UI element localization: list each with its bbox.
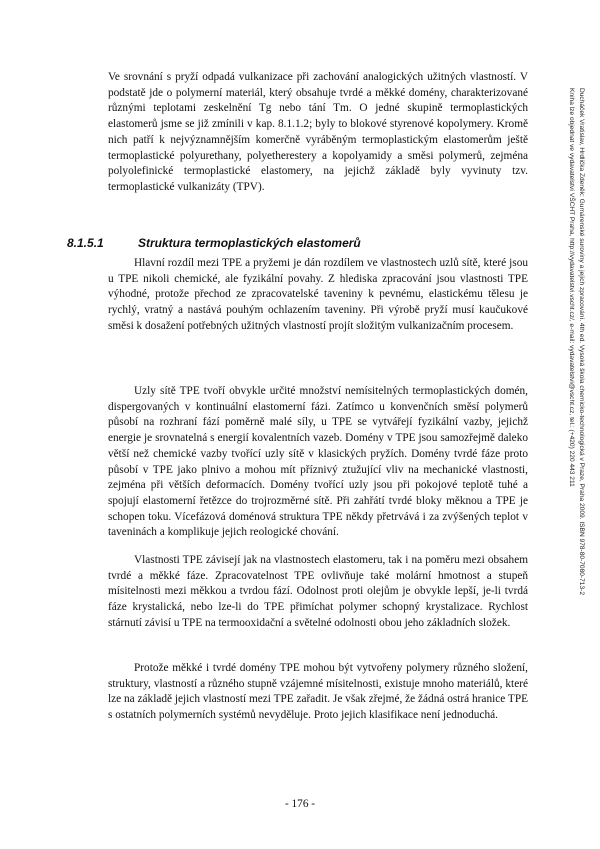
paragraph-1-block [108, 256, 528, 335]
intro-paragraph: Ve srovnání s pryží odpadá vulkanizace při zachování analogických užitných vlastností. V podstatě jde o polymerní materiál, který obsahuje tvrdé a měkké domény, charakterizované různými teplotami zeskelnění Tg nebo tání Tm. O jedné skupině termoplastických elastomerů jsme se již zmínili v kap. 8.1.1.2; byly to blokové styrenové kopolymery. Kromě nich patří k nejvýznamnějším komerčně vyráběným termoplastickým elastomerům ještě termoplastické polyurethany, polyetherestery a kopolyamidy a směsi polymerů, zejména polyolefinické termoplastické elastomery, na jejichž základě byly vyvinuty tzv. termoplastické vulkanizáty (TPV). [108, 71, 528, 193]
side-citation-text [567, 88, 586, 748]
citation-line-1: Ducháček Vratislav, Hrdlička Zdeněk: Gumárenské suroviny a jejich zpracování. 4th ed. Vysoká škola chemicko-technologická v Praze, Praha 2009. ISBN 978-80-7080-713-2 [578, 88, 585, 595]
paragraph-2-block [108, 384, 528, 541]
citation-line-2: Kniha lze objednat ve vydavatelství VŠCHT Praha, http://vydavatelstvi.vscht.cz/, e-mail: vydavatelstvi@vscht.cz, tel.: (+420) 220 443 211 [568, 88, 576, 487]
paragraph-2: Uzly sítě TPE tvoří obvykle určité množství nemísitelných termoplastických domén, dispergovaných v kontinuální elastomerní fázi. Zatímco u konvenčních směsí polymerů působí na rozhraní fází poměrně malé síly, u TPE se vytvářejí fyzikální vazby, jejichž energie je srovnatelná s energií kovalentních vazeb. Domény v TPE jsou samozřejmě daleko větší než chemické vazby tvořící uzly sítě v klasických pryžích. Domény tvrdé fáze proto působí v TPE jako plnivo a mohou mít příznivý ztužující vliv na mechanické vlastnosti, zejména při větších deformacích. Domény tvořící uzly jsou při pokojové teplotě tuhé a spojují elastomerní řetězce do trojrozměrné sítě. Při zahřátí tvrdé bloky měknou a TPE je schopen toku. Vícefázová doménová struktura TPE někdy přetrvává i za zvýšených teplot v taveninách a komplikuje jejich reologické chování. [108, 385, 528, 539]
intro-paragraph-block [108, 70, 528, 196]
paragraph-3-block [108, 553, 528, 632]
paragraph-3: Vlastnosti TPE závisejí jak na vlastnostech elastomeru, tak i na poměru mezi obsahem tvrdé a měkké fáze. Zpracovatelnost TPE ovlivňuje také molární hmotnost a stupeň mísitelnosti mezi měkkou a tvrdou fází. Odolnost proti olejům je obvykle lepší, je-li tvrdá fáze krystalická, nebo lze-li do TPE přimíchat polymer schopný krystalizace. Rychlost stárnutí závisí u TPE na termooxidační a světelné odolnosti obou jeho základních složek. [108, 554, 528, 629]
section-title: Struktura termoplastických elastomerů [138, 236, 361, 250]
paragraph-1: Hlavní rozdíl mezi TPE a pryžemi je dán rozdílem ve vlastnostech uzlů sítě, které jsou u TPE nikoli chemické, ale fyzikální povahy. Z hlediska zpracování jsou vlastnosti TPE výhodné, protože přechod ze zpracovatelské taveniny k pevnému, elastickému tělesu je rychlý, vratný a nastává pouhým ochlazením taveniny. Při výrobě pryží musí kaučukové směsi k dosažení potřebných užitných vlastností projít složitým vulkanizačním procesem. [108, 257, 528, 332]
side-citation [562, 88, 586, 748]
paragraph-4-block [108, 661, 528, 724]
section-number: 8.1.5.1 [67, 236, 104, 250]
section-heading [67, 236, 537, 250]
page-number: - 176 - [284, 798, 316, 810]
paragraph-4: Protože měkké i tvrdé domény TPE mohou být vytvořeny polymery různého složení, struktury, vlastností a různého stupně vzájemné mísitelnosti, existuje mnoho materiálů, které lze na základě jejich vlastností mezi TPE zařadit. Je však zřejmé, že žádná ostrá hranice TPE s ostatních polymerních systémů nevydělujе. Proto jejich klasifikace není jednoduchá. [108, 662, 528, 722]
